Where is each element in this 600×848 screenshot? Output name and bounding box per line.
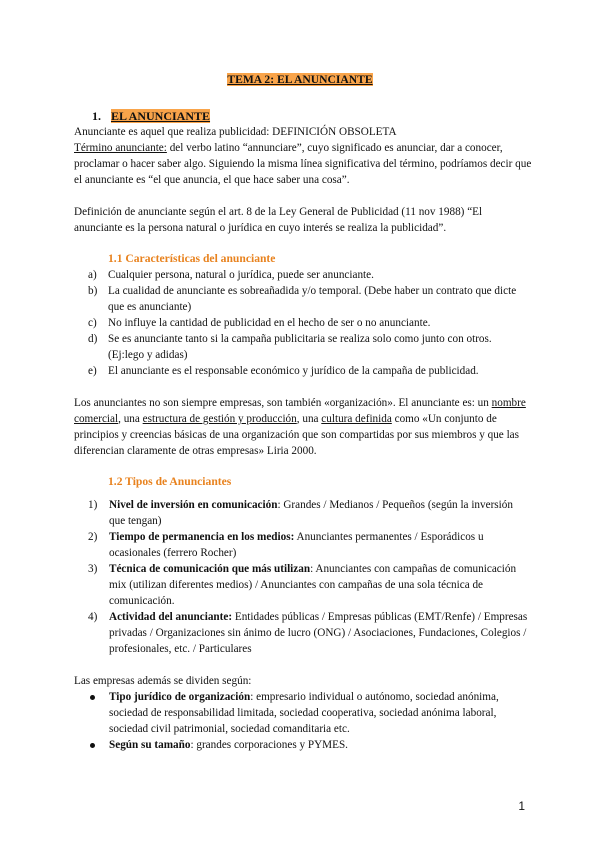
list-marker: e) [88, 365, 97, 377]
list-item [88, 561, 528, 609]
organization-paragraph [74, 395, 532, 459]
list-marker: 3) [88, 563, 98, 575]
list-item [88, 609, 528, 657]
intro-paragraph [74, 124, 532, 188]
subsection-heading-tipos: 1.2 Tipos de Anunciantes [108, 475, 232, 488]
org-text-4: como «Un conjunto de principios y creencias básicas de una organización que son compartidas por sus miembros y que las diferencian claramente de otras empresas» Liria 2000. [74, 413, 519, 457]
list-marker: 1) [88, 499, 98, 511]
org-underline-3: cultura definida [321, 413, 392, 425]
section-heading [92, 108, 210, 124]
section-number: 1. [92, 109, 101, 123]
list-marker: d) [88, 333, 98, 345]
title-text: TEMA 2: EL ANUNCIANTE [227, 73, 373, 86]
list-marker: a) [88, 269, 97, 281]
list-text: Se es anunciante tanto si la campaña publicitaria se realiza solo como junto con otros. (Ej:lego y adidas) [108, 333, 492, 361]
section-title: EL ANUNCIANTE [111, 109, 211, 123]
list-item [88, 315, 528, 331]
bullet-label: Tipo jurídico de organización [109, 691, 251, 703]
list-label: Tiempo de permanencia en los medios: [109, 531, 295, 543]
list-item [88, 497, 528, 529]
list-marker: b) [88, 285, 98, 297]
intro-line: Anunciante es aquel que realiza publicidad: DEFINICIÓN OBSOLETA [74, 126, 397, 138]
list-text: No influye la cantidad de publicidad en el hecho de ser o no anunciante. [108, 317, 431, 329]
subsection-heading-caracteristicas: 1.1 Características del anunciante [108, 252, 276, 265]
list-item [88, 363, 528, 379]
termino-text: del verbo latino “annunciare”, cuyo significado es anunciar, dar a conocer, proclamar o hacer saber algo. Siguiendo la misma línea significativa del término, podríamos decir que el anunciante es “el que anuncia, el que hace saber una cosa”. [74, 142, 532, 186]
org-text-1: Los anunciantes no son siempre empresas, son también «organización». El anunciante es: un [74, 397, 492, 409]
list-marker: 2) [88, 531, 98, 543]
list-item [88, 331, 528, 363]
org-text-2: , una [118, 413, 143, 425]
bullet-text: : empresario individual o autónomo, sociedad anónima, sociedad de responsabilidad limitada, sociedad cooperativa, sociedad anónima laboral, sociedad civil patrimonial, sociedad comanditaria etc. [109, 691, 499, 735]
list-marker: 4) [88, 611, 98, 623]
caracteristicas-list [88, 267, 528, 379]
bullet-text: : grandes corporaciones y PYMES. [190, 739, 348, 751]
bullet-icon [90, 695, 95, 700]
bullet-label: Según su tamaño [109, 739, 191, 751]
termino-label: Término anunciante: [74, 142, 167, 154]
list-label: Actividad del anunciante: [109, 611, 233, 623]
list-text: El anunciante es el responsable económico y jurídico de la campaña de publicidad. [108, 365, 479, 377]
list-item [88, 737, 528, 753]
org-underline-2: estructura de gestión y producción [142, 413, 297, 425]
list-item [88, 267, 528, 283]
definition-paragraph: Definición de anunciante según el art. 8 de la Ley General de Publicidad (11 nov 1988) “El anunciante es la persona natural o jurídica en cuyo interés se realiza la publicidad”. [74, 206, 483, 234]
page-number: 1 [518, 799, 525, 813]
list-text: : Anunciantes con campañas de comunicación mix (utilizan diferentes medios) / Anunciantes con campañas de una sola técnica de comunicación. [109, 563, 517, 607]
list-label: Técnica de comunicación que más utilizan [109, 563, 311, 575]
empresas-bullet-list [88, 689, 528, 753]
document-title [0, 72, 600, 88]
bullet-icon [90, 743, 95, 748]
org-text-3: , una [296, 413, 322, 425]
list-item [88, 283, 528, 315]
list-text: La cualidad de anunciante es sobreañadida y/o temporal. (Debe haber un contrato que dicte que es anunciante) [108, 285, 517, 313]
list-item [88, 689, 528, 737]
list-text: Cualquier persona, natural o jurídica, puede ser anunciante. [108, 269, 374, 281]
list-text: Entidades públicas / Empresas públicas (EMT/Renfe) / Empresas privadas / Organizaciones sin ánimo de lucro (ONG) / Asociaciones, Fundaciones, Colegios / profesionales, etc. / Particulares [109, 611, 528, 655]
list-label: Nivel de inversión en comunicación [109, 499, 278, 511]
tipos-list [88, 497, 528, 657]
org-underline-1: nombre comercial [74, 397, 526, 425]
list-text: : Grandes / Medianos / Pequeños (según la inversión que tengan) [109, 499, 513, 527]
list-marker: c) [88, 317, 97, 329]
list-item [88, 529, 528, 561]
empresas-intro: Las empresas además se dividen según: [74, 675, 252, 687]
list-text: Anunciantes permanentes / Esporádicos u ocasionales (ferrero Rocher) [109, 531, 484, 559]
